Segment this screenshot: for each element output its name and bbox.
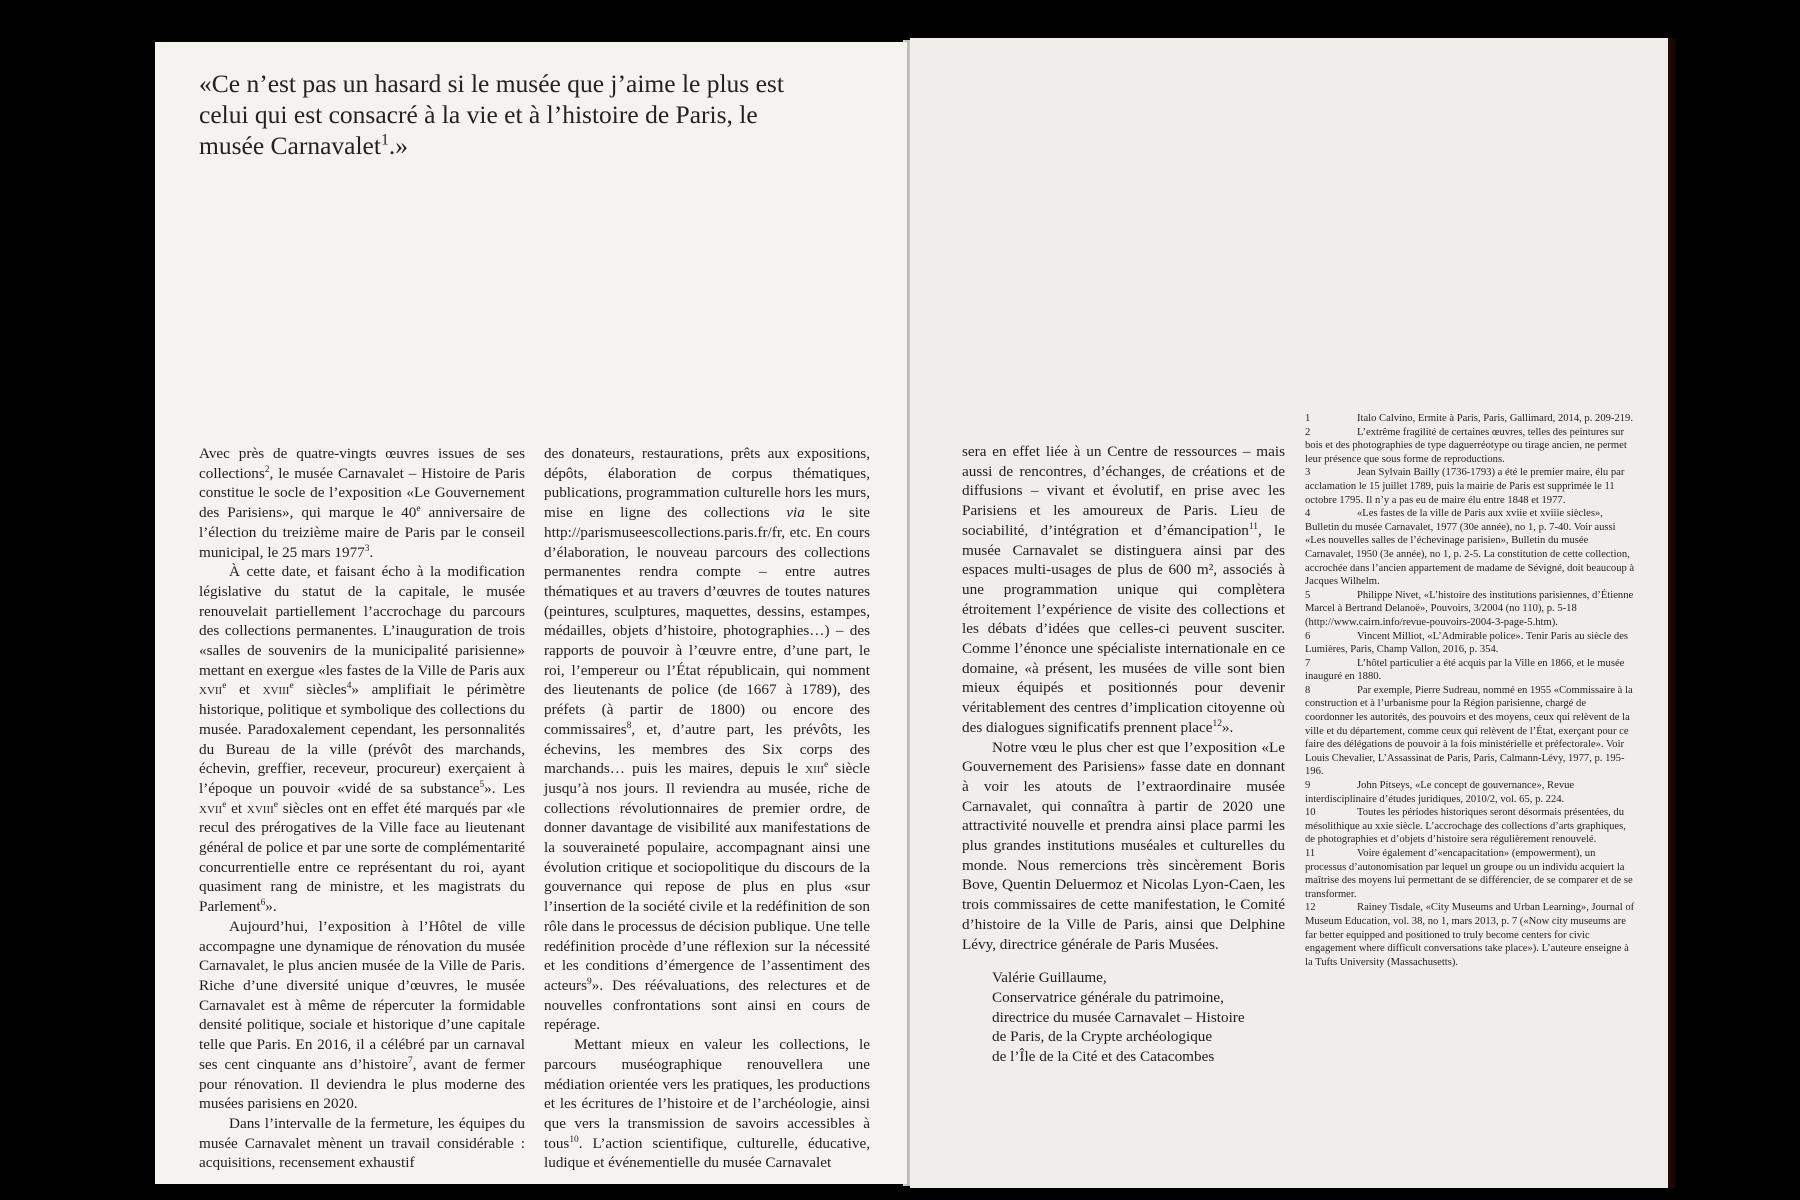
footnote-ref: 8 [626, 720, 632, 731]
paragraph: Aujourd’hui, l’exposition à l’Hôtel de ville accompagne une dynamique de rénovation du musée Carnavalet, le plus ancien musée de la Ville de Paris. Riche d’une diversité unique d’œuvres, le musée Carnavalet est à même de répercuter la formidable densité politique, sociale et historique d’une capitale telle que Paris. En 2016, il a célébré par un carnaval ses cent cinquante ans d’histoire$^7$, avant de fermer pour rénovation. Il deviendra le plus moderne des musées parisiens en 2020. [199, 917, 525, 1113]
footnote-item [1305, 657, 1635, 684]
footnote-item [1305, 806, 1635, 847]
footnote-number: 6 [1305, 630, 1311, 642]
footnote-ref: 1 [380, 131, 389, 149]
footnote-item [1305, 412, 1635, 426]
footnote-ref: 6 [260, 898, 266, 909]
footnote-item [1305, 630, 1635, 657]
footnote-item [1305, 779, 1635, 806]
footnote-ref: 12 [1212, 718, 1222, 729]
signature-line: Conservatrice générale du patrimoine, [992, 988, 1224, 1006]
right-page [910, 38, 1670, 1188]
signature-line: de Paris, de la Crypte archéologique [992, 1028, 1213, 1046]
footnote-number: 2 [1305, 426, 1311, 438]
signature-block [962, 968, 1285, 1067]
paragraph: À cette date, et faisant écho à la modification législative du statut de la capitale, le musée renouvelait partiellement l’accrochage du parcours des collections permanentes. L’inauguration de trois «salles de souvenirs de la municipalité parisienne» mettant en exergue «les fastes de la Ville de Paris aux xvii$^e$ et xviii$^e$ siècles$^4$» amplifiait le périmètre historique, politique et symbolique des collections du musée. Paradoxalement cependant, les personnalités du Bureau de la ville (prévôt des marchands, échevin, greffier, receveur, procureur) exerçaient à l’époque un pouvoir «vidé de sa substance$^5$». Les xvii$^e$ et xviii$^e$ siècles ont en effet été marqués par «le recul des prérogatives de la Ville face au lieutenant général de police et par une sorte de complémentarité concurrentielle entre ce représentant du roi, ayant quasiment rang de ministre, et les magistrats du Parlement$^6$». [199, 563, 525, 916]
footnote-text: John Pitseys, «Le concept de gouvernance», Revue interdisciplinaire d’études juridiques, 2010/2, vol. 65, p. 224. [1305, 780, 1575, 805]
paragraph: Mettant mieux en valeur les collections, le parcours muséographique renouvellera une médiation orientée vers les pratiques, les productions et les écritures de l’histoire et de l’archéologie, ainsi que vers la transmission de savoirs accessibles à tous$^{10}$. L’action scientifique, culturelle, éducative, ludique et événementielle du musée Carnavalet [544, 1036, 870, 1172]
footnote-number: 9 [1305, 780, 1311, 792]
left-page [155, 42, 907, 1184]
pull-quote-text: «Ce n’est pas un hasard si le musée que j’aime le plus est celui qui est consacré à la vie et à l’histoire de Paris, le musée Carnavalet [199, 69, 784, 160]
footnote-item [1305, 466, 1635, 507]
footnote-number: 1 [1305, 413, 1311, 424]
footnote-ref: 5 [479, 779, 485, 790]
footnote-number: 11 [1305, 848, 1316, 859]
footnote-number: 7 [1305, 657, 1311, 669]
paragraph: des donateurs, restaurations, prêts aux expositions, dépôts, élaboration de corpus thématiques, publications, programmation culturelle hors les murs, mise en ligne des collections via le site http://parismuseescollections.paris.fr/fr, etc. En cours d’élaboration, le nouveau parcours des collections permanentes rendra compte – entre autres thématiques et au travers d’œuvres de toutes natures (peintures, sculptures, maquettes, dessins, estampes, médailles, objets d’histoire, photographies…) – des rapports de pouvoir à l’œuvre entre, d’une part, le roi, l’empereur ou l’État républicain, qui nomment des lieutenants de police (de 1667 à 1789), des préfets (à partir de 1800) ou encore des commissaires$^8$, et, d’autre part, les prévôts, les échevins, les membres des Six corps des marchands… puis les maires, depuis le xiii$^e$ siècle jusqu’à nos jours. Il reviendra au musée, riche de collections révolutionnaires de premier ordre, de donner davantage de visibilité aux manifestations de la souveraineté populaire, accompagnant ainsi une évolution critique et sociopolitique du discours de la gouvernance qui repose de plus en plus «sur l’insertion de la société civile et la redéfinition de son rôle dans le processus de décision publique. Une telle redéfinition procède d’une réflexion sur la nécessité et les conditions d’émergence de l’assentiment des acteurs$^9$». Des réévaluations, des relectures et de nouvelles confrontations sont ainsi en cours de repérage. [544, 445, 870, 1034]
footnote-text: Jean Sylvain Bailly (1736-1793) a été le premier maire, élu par acclamation le 15 juillet 1789, puis la mairie de Paris est supprimée le 11 octobre 1795. Il n’y a pas eu de maire élu entre 1848 et 1977. [1305, 467, 1625, 506]
footnote-item [1305, 589, 1635, 630]
body-column-3 [962, 442, 1285, 1067]
footnote-text: L’hôtel particulier a été acquis par la Ville en 1866, et le musée inauguré en 1880. [1305, 657, 1625, 683]
paragraph: Avec près de quatre-vingts œuvres issues de ses collections$^2$, le musée Carnavalet – Histoire de Paris constitue le socle de l’exposition «Le Gouvernement des Parisiens», qui marque le 40e anniversaire de l’élection du treizième maire de Paris par le conseil municipal, le 25 mars 1977$^3$. [199, 445, 526, 561]
footnote-item [1305, 901, 1635, 969]
footnote-number: 4 [1305, 508, 1311, 520]
footnotes-list [1305, 412, 1635, 969]
footnote-ref: 3 [364, 543, 370, 554]
footnote-text: Italo Calvino, Ermite à Paris, Paris, Gallimard, 2014, p. 209-219. [1357, 413, 1633, 424]
footnote-item [1305, 426, 1635, 467]
paragraph: Dans l’intervalle de la fermeture, les équipes du musée Carnavalet mènent un travail considérable : acquisitions, recensement exhaustif [199, 1114, 525, 1172]
footnote-item [1305, 847, 1635, 901]
footnote-text: Par exemple, Pierre Sudreau, nommé en 1955 «Commissaire à la construction et à l’urbanisme pour la Région parisienne, chargé de coordonner les autorités, des pouvoirs et des moyens, ceux qui relèvent de la ville et du département, comme ceux qui relèvent de l’État, exerçant pour ce faire des délégations de pouvoir à la fois ministérielle et préfectorale». Voir Louis Chevalier, L’Assassinat de Paris, Paris, Calmann-Lévy, 1977, p. 195-196. [1305, 684, 1633, 778]
footnote-number: 10 [1305, 807, 1316, 819]
signature-line: de l’Île de la Cité et des Catacombes [992, 1048, 1215, 1066]
body-column-2 [544, 444, 870, 1173]
footnote-ref: 10 [569, 1134, 579, 1145]
footnote-ref: 4 [346, 681, 352, 692]
footnote-ref: 9 [587, 976, 592, 987]
footnote-number: 3 [1305, 467, 1311, 479]
footnote-number: 5 [1305, 589, 1311, 601]
footnote-text: Vincent Milliot, «L’Admirable police». Tenir Paris au siècle des Lumières, Paris, Champ Vallon, 2016, p. 354. [1305, 630, 1629, 656]
signature-name: Valérie Guillaume, [992, 969, 1107, 987]
footnote-text: Toutes les périodes historiques seront désormais présentées, du mésolithique au xxie siècle. L’accrochage des collections d’arts graphiques, de photographies et d’objets d’histoire sera régulièrement renouvelé. [1305, 807, 1626, 846]
pull-quote-end: .» [388, 131, 408, 160]
footnote-text: Rainey Tisdale, «City Museums and Urban Learning», Journal of Museum Education, vol. 38, no 1, mars 2013, p. 7 («Now city museums are far better equipped and positioned to truly become centers for civic engagement where difficult conversations take place»). L’auteure enseigne à la Tufts University (Massachusetts). [1305, 902, 1635, 968]
footnote-item [1305, 684, 1635, 779]
footnote-item [1305, 507, 1635, 589]
page-edge [1668, 38, 1676, 1188]
paragraph: sera en effet liée à un Centre de ressources – mais aussi de rencontres, d’échanges, de créations et de diffusions – vivant et évolutif, en prise avec les Parisiens et les amoureux de Paris. Lieu de sociabilité, d’intégration et d’émancipation$^{11}$, le musée Carnavalet se distinguera ainsi par des espaces multi-usages de plus de 600 m², associés à une programmation unique qui complètera étroitement l’expérience de visite des collections et les débats d’idées que celles-ci peuvent susciter. Comme l’énonce une spécialiste internationale en ce domaine, «à présent, les musées de ville sont bien mieux équipés et positionnés pour devenir véritablement des centres d’implication citoyenne où des dialogues significatifs prennent place$^{12}$». [962, 443, 1285, 736]
footnote-ref: 11 [1248, 521, 1258, 532]
footnote-text: Voire également d’«encapacitation» (empowerment), un processus d’autonomisation par lequel un groupe ou un individu acquiert la maîtrise des moyens lui permettant de se différencier, de se comparer et de se transformer. [1305, 848, 1633, 900]
body-column-1 [199, 444, 525, 1173]
signature-line: directrice du musée Carnavalet – Histoire [992, 1008, 1245, 1026]
footnote-ref: 7 [408, 1055, 413, 1066]
footnote-text: L’extrême fragilité de certaines œuvres, telles des peintures sur bois et des photographies de type daguerréotype ou tirage ancien, ne permet leur présence que sous forme de reproductions. [1305, 426, 1627, 465]
footnote-ref: 2 [264, 464, 270, 475]
footnote-number: 8 [1305, 684, 1311, 696]
paragraph: Notre vœu le plus cher est que l’exposition «Le Gouvernement des Parisiens» fasse date en donnant à voir les atouts de l’extraordinaire musée Carnavalet, qui connaîtra à partir de 2020 une attractivité nouvelle et prendra ainsi place parmi les plus grandes institutions muséales et culturelles du monde. Nous remercions très sincèrement Boris Bove, Quentin Deluermoz et Nicolas Lyon-Caen, les trois commissaires de cette manifestation, le Comité d’histoire de la Ville de Paris, ainsi que Delphine Lévy, directrice générale de Paris Musées. [962, 738, 1285, 953]
footnote-number: 12 [1305, 902, 1316, 914]
footnote-text: «Les fastes de la ville de Paris aux xviie et xviiie siècles», Bulletin du musée Carnavalet, 1977 (30e année), no 1, p. 7-40. Voir aussi «Les nouvelles salles de l’échevinage parisien», Bulletin du musée Carnavalet, 1950 (3e année), no 1, p. 2-5. La constitution de cette collection, accrochée dans l’ancien appartement de madame de Sévigné, doit beaucoup à Jacques Wilhelm. [1305, 508, 1635, 588]
pull-quote [199, 68, 819, 161]
footnote-text: Philippe Nivet, «L’histoire des institutions parisiennes, d’Étienne Marcel à Bertrand Delanoë», Pouvoirs, 3/2004 (no 110), p. 5-18 (http://www.cairn.info/revue-pouvoirs-2004-3-page-5.htm). [1305, 589, 1634, 628]
